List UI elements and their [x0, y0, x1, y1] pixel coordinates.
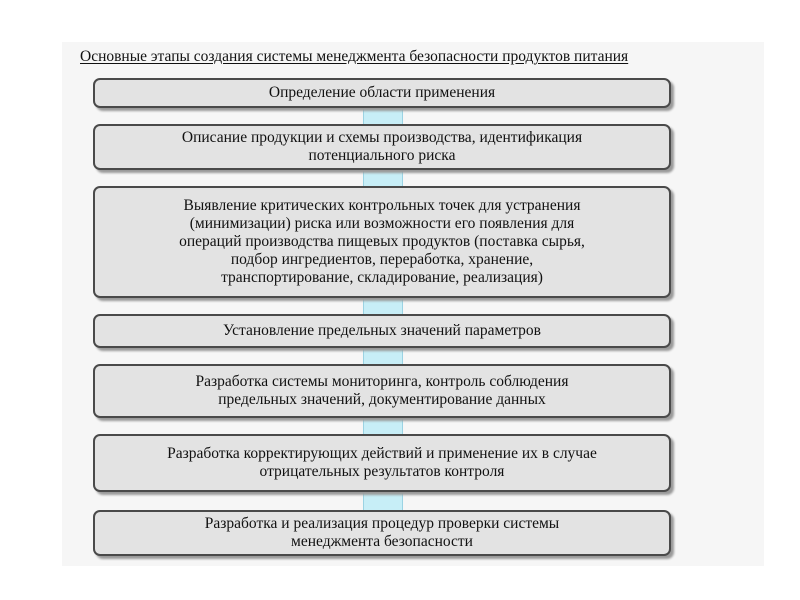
step-text-2: Описание продукции и схемы производства, идентификация потенциального риска	[181, 129, 583, 164]
step-box-5	[93, 364, 671, 418]
connector-arrow-4	[363, 346, 403, 366]
step-text-7: Разработка и реализация процедур проверки системы менеджмента безопасности	[204, 515, 560, 550]
step-box-3	[93, 186, 671, 298]
connector-arrow-5	[363, 416, 403, 436]
step-text-5: Разработка системы мониторинга, контроль соблюдения предельных значений, документирование данных	[195, 373, 569, 408]
step-text-1: Определение области применения	[268, 84, 496, 101]
step-text-3: Выявление критических контрольных точек для устранения (минимизации) риска или возможности его появления для операций производства пищевых продуктов (поставка сырья, подбор ингредиентов, переработка, хранение, транспортирование, складирование, реализация)	[179, 197, 585, 286]
connector-arrow-1	[363, 106, 403, 126]
step-box-2	[93, 124, 671, 170]
connector-arrow-3	[363, 296, 403, 316]
step-box-1	[93, 78, 671, 108]
step-box-6	[93, 434, 671, 492]
connector-arrow-6	[363, 490, 403, 512]
step-box-7	[93, 510, 671, 556]
step-box-4	[93, 314, 671, 348]
diagram-title: Основные этапы создания системы менеджмента безопасности продуктов питания	[80, 48, 629, 65]
step-text-4: Установление предельных значений параметров	[223, 322, 541, 339]
step-text-6: Разработка корректирующих действий и применение их в случае отрицательных результатов контроля	[167, 445, 597, 480]
